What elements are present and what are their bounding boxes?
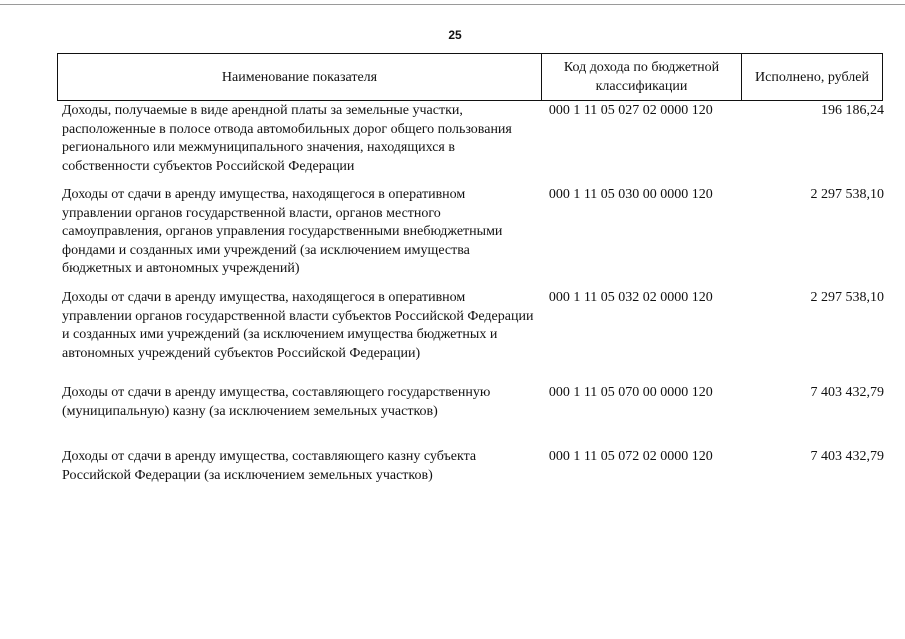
row-amount: 196 186,24 [821, 103, 884, 118]
table-row [62, 384, 884, 448]
row-amount: 2 297 538,10 [810, 187, 884, 202]
header-amount: Исполнено, рублей [755, 69, 869, 85]
page-number: 25 [448, 28, 462, 42]
header-code: Код дохода по бюджетной классификации [542, 54, 742, 100]
row-name: Доходы от сдачи в аренду имущества, находящегося в оперативном управлении органов государственной власти, органов местного самоуправления, органов управления государственными внебюджетными фондами и созданных ими учреждений (за исключением имущества бюджетных и автономных учреждений) [62, 187, 503, 276]
row-code: 000 1 11 05 072 02 0000 120 [548, 449, 713, 464]
row-name: Доходы от сдачи в аренду имущества, составляющего государственную (муниципальную) казну (за исключением земельных участков) [62, 385, 491, 419]
table-row [62, 289, 884, 384]
row-amount: 2 297 538,10 [810, 290, 884, 305]
row-amount: 7 403 432,79 [810, 385, 884, 400]
table-row [62, 186, 884, 289]
row-code: 000 1 11 05 032 02 0000 120 [548, 290, 713, 305]
row-code: 000 1 11 05 070 00 0000 120 [548, 385, 713, 400]
table-row [62, 102, 884, 186]
table-row [62, 448, 884, 488]
row-name: Доходы от сдачи в аренду имущества, находящегося в оперативном управлении органов государственной власти субъектов Российской Федерации и созданных ими учреждений (за исключением имущества бюджетных и автономных учреждений субъектов Российской Федерации) [62, 290, 534, 361]
row-code: 000 1 11 05 030 00 0000 120 [548, 187, 713, 202]
row-code: 000 1 11 05 027 02 0000 120 [548, 103, 713, 118]
table-body [62, 102, 884, 488]
top-rule [0, 4, 905, 5]
header-name: Наименование показателя [58, 54, 542, 100]
row-amount: 7 403 432,79 [810, 449, 884, 464]
row-name: Доходы от сдачи в аренду имущества, составляющего казну субъекта Российской Федерации (за исключением земельных участков) [62, 449, 477, 483]
table-header [57, 53, 883, 101]
row-name: Доходы, получаемые в виде арендной платы за земельные участки, расположенные в полосе отвода автомобильных дорог общего пользования регионального или межмуниципального значения, находящихся в собственности субъектов Российской Федерации [62, 103, 512, 174]
